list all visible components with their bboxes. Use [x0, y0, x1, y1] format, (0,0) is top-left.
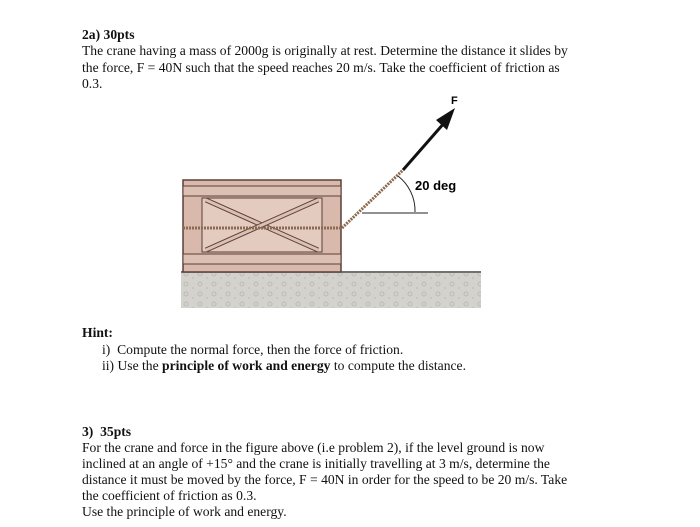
q3-title: 3) 35pts [82, 424, 132, 439]
hint-item-1: i) Compute the normal force, then the force of friction. [102, 342, 404, 357]
angle-arc [398, 176, 415, 212]
q3-line: For the crane and force in the figure above (i.e problem 2), if the level ground is now [82, 440, 545, 455]
crate [183, 180, 341, 272]
q3-line: distance it must be moved by the force, F = 40N in order for the speed to be 20 m/s. Take [82, 472, 568, 487]
force-label: F [451, 95, 458, 107]
q2-title: 2a) 30pts [82, 27, 135, 42]
hint-item-2: ii) Use the principle of work and energy to compute the distance. [102, 358, 466, 373]
q2-line: The crane having a mass of 2000g is originally at rest. Determine the distance it slides by [82, 43, 568, 58]
force-arrow [403, 122, 445, 170]
q3-line: inclined at an angle of +15° and the crane is initially travelling at 3 m/s, determine the [82, 456, 550, 471]
q3-line: the coefficient of friction as 0.3. [82, 488, 257, 503]
q3-line: Use the principle of work and energy. [82, 504, 287, 519]
q2-line: 0.3. [82, 76, 103, 91]
ground [181, 273, 481, 308]
hint-title: Hint: [82, 325, 113, 340]
angle-label: 20 deg [415, 178, 457, 193]
q2-line: the force, F = 40N such that the speed reaches 20 m/s. Take the coefficient of friction as [82, 60, 560, 75]
